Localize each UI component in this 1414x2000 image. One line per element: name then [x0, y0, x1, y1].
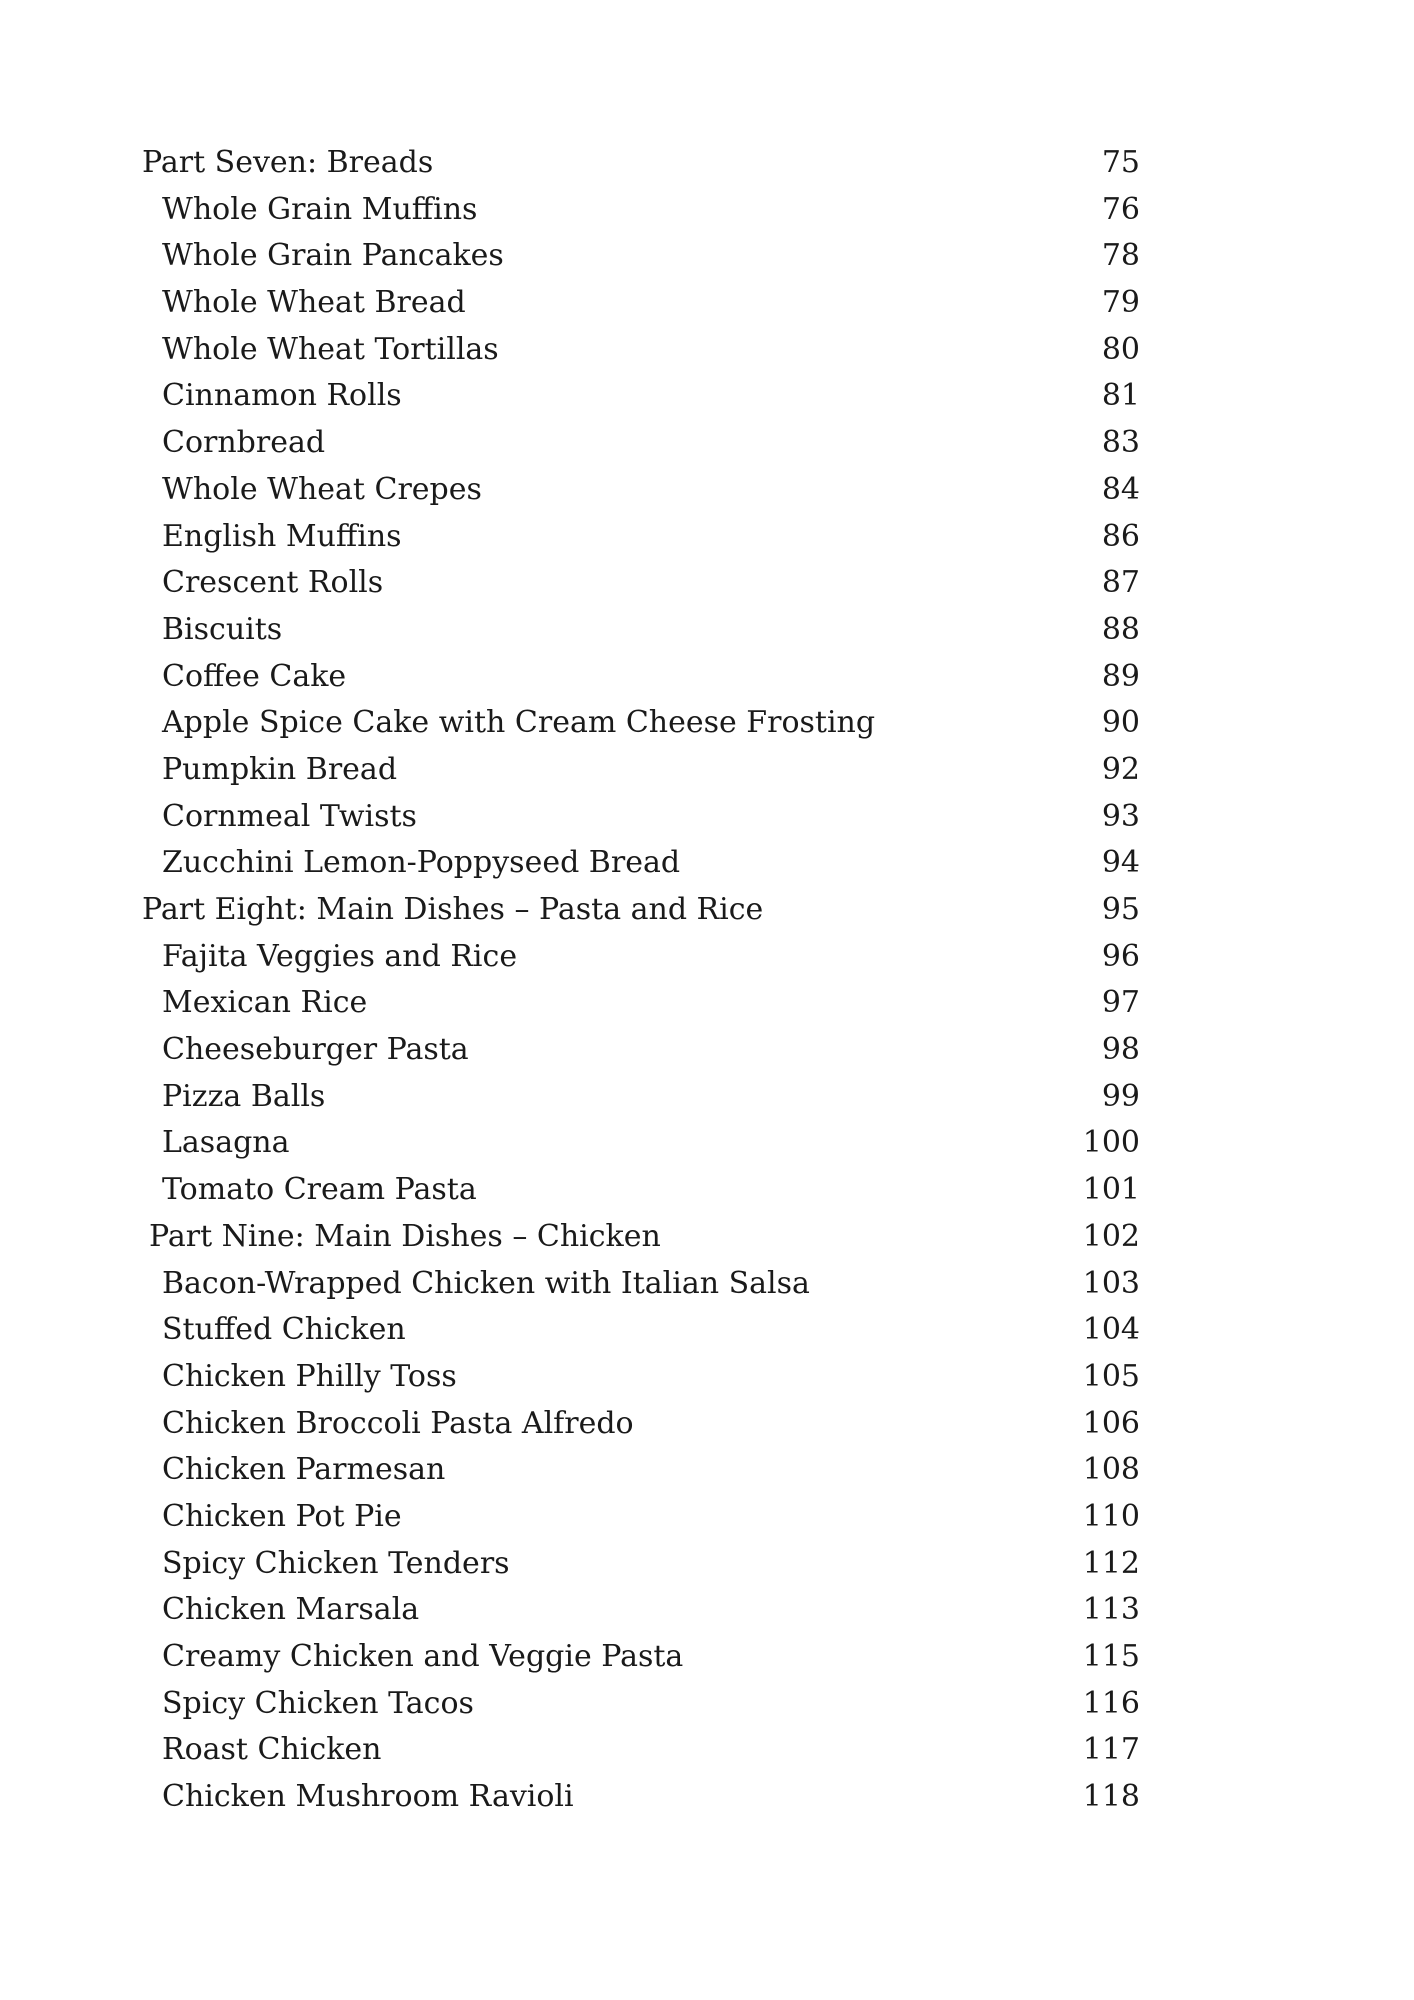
toc-entry[interactable]: [0, 1634, 1414, 1681]
toc-entry-page-number: 86: [1101, 518, 1140, 554]
toc-entry-title: Spicy Chicken Tacos: [162, 1685, 474, 1721]
toc-entry-page-number: 93: [1101, 798, 1140, 834]
toc-entry-page-number: 95: [1101, 892, 1140, 927]
toc-entry-title: Spicy Chicken Tenders: [162, 1545, 510, 1581]
table-of-contents: [0, 140, 1414, 1821]
toc-entry-title: Chicken Mushroom Ravioli: [162, 1779, 574, 1815]
toc-part-heading[interactable]: [0, 1214, 1414, 1261]
toc-entry-page-number: 101: [1082, 1172, 1140, 1208]
toc-entry[interactable]: [0, 654, 1414, 701]
toc-entry[interactable]: [0, 1261, 1414, 1308]
toc-entry[interactable]: [0, 980, 1414, 1027]
toc-entry-page-number: 83: [1101, 425, 1140, 461]
toc-entry-title: Whole Wheat Crepes: [162, 471, 482, 507]
toc-entry[interactable]: [0, 1774, 1414, 1821]
toc-entry-title: Cornbread: [162, 425, 326, 461]
toc-part-heading[interactable]: [0, 140, 1414, 187]
toc-entry-title: Cinnamon Rolls: [162, 378, 402, 414]
toc-entry[interactable]: [0, 560, 1414, 607]
toc-entry[interactable]: [0, 1494, 1414, 1541]
toc-entry[interactable]: [0, 747, 1414, 794]
toc-entry[interactable]: [0, 607, 1414, 654]
toc-entry-title: Lasagna: [162, 1125, 290, 1161]
toc-entry-page-number: 102: [1082, 1218, 1140, 1254]
toc-entry-page-number: 80: [1101, 331, 1140, 367]
toc-entry-page-number: 78: [1101, 238, 1140, 274]
toc-entry-page-number: 76: [1101, 191, 1140, 227]
toc-entry-page-number: 108: [1082, 1452, 1140, 1488]
toc-entry-page-number: 115: [1082, 1639, 1140, 1674]
toc-entry[interactable]: [0, 1354, 1414, 1401]
toc-entry-page-number: 88: [1101, 611, 1140, 647]
toc-entry-title: Whole Wheat Bread: [162, 285, 466, 321]
toc-entry-page-number: 96: [1101, 938, 1140, 974]
toc-entry-title: Pizza Balls: [162, 1078, 326, 1114]
toc-entry-title: Creamy Chicken and Veggie Pasta: [162, 1639, 684, 1674]
toc-entry[interactable]: [0, 373, 1414, 420]
toc-entry[interactable]: [0, 467, 1414, 514]
toc-entry-page-number: 118: [1082, 1779, 1140, 1815]
toc-entry-title: Zucchini Lemon-Poppyseed Bread: [162, 845, 681, 881]
toc-entry[interactable]: [0, 934, 1414, 981]
toc-entry-title: Stuffed Chicken: [162, 1312, 406, 1348]
toc-entry[interactable]: [0, 233, 1414, 280]
toc-entry-page-number: 79: [1101, 285, 1140, 321]
toc-entry-page-number: 87: [1101, 565, 1140, 601]
toc-entry[interactable]: [0, 327, 1414, 374]
toc-entry-title: Crescent Rolls: [162, 565, 384, 601]
toc-entry-title: Chicken Pot Pie: [162, 1498, 402, 1534]
toc-entry[interactable]: [0, 1167, 1414, 1214]
toc-entry-page-number: 116: [1082, 1685, 1140, 1721]
toc-entry-title: Part Seven: Breads: [142, 145, 434, 180]
toc-entry[interactable]: [0, 794, 1414, 841]
toc-entry-title: Chicken Philly Toss: [162, 1358, 457, 1394]
toc-entry-title: English Muffins: [162, 518, 402, 554]
toc-entry-page-number: 103: [1082, 1265, 1140, 1301]
toc-entry-page-number: 81: [1101, 378, 1140, 414]
toc-entry-page-number: 90: [1101, 705, 1140, 741]
toc-entry-title: Biscuits: [162, 611, 283, 647]
toc-entry[interactable]: [0, 420, 1414, 467]
toc-entry-title: Part Eight: Main Dishes – Pasta and Rice: [142, 892, 764, 927]
toc-entry-title: Whole Grain Muffins: [162, 191, 478, 227]
toc-entry-page-number: 106: [1082, 1405, 1140, 1441]
toc-part-heading[interactable]: [0, 887, 1414, 934]
toc-entry-title: Whole Wheat Tortillas: [162, 331, 499, 367]
toc-entry-page-number: 75: [1101, 145, 1140, 180]
toc-entry-page-number: 112: [1082, 1545, 1140, 1581]
toc-entry-title: Chicken Parmesan: [162, 1452, 446, 1488]
toc-entry-title: Fajita Veggies and Rice: [162, 938, 518, 974]
toc-entry-page-number: 92: [1101, 751, 1140, 787]
toc-entry[interactable]: [0, 1587, 1414, 1634]
toc-entry-title: Coffee Cake: [162, 658, 347, 694]
toc-entry[interactable]: [0, 700, 1414, 747]
toc-entry-page-number: 104: [1082, 1312, 1140, 1348]
toc-entry[interactable]: [0, 1541, 1414, 1588]
toc-entry[interactable]: [0, 1120, 1414, 1167]
toc-entry-page-number: 99: [1101, 1078, 1140, 1114]
toc-entry-title: Whole Grain Pancakes: [162, 238, 504, 274]
toc-entry[interactable]: [0, 1027, 1414, 1074]
toc-entry[interactable]: [0, 840, 1414, 887]
toc-entry-title: Chicken Broccoli Pasta Alfredo: [162, 1405, 634, 1441]
toc-entry-title: Pumpkin Bread: [162, 751, 398, 787]
toc-entry-title: Cornmeal Twists: [162, 798, 417, 834]
toc-entry[interactable]: [0, 1401, 1414, 1448]
toc-entry-title: Apple Spice Cake with Cream Cheese Frosting: [162, 705, 876, 741]
toc-entry-title: Mexican Rice: [162, 985, 368, 1021]
toc-entry-page-number: 84: [1101, 471, 1140, 507]
toc-entry-title: Chicken Marsala: [162, 1592, 420, 1628]
toc-entry-page-number: 100: [1082, 1125, 1140, 1161]
toc-entry[interactable]: [0, 1447, 1414, 1494]
toc-entry-title: Bacon-Wrapped Chicken with Italian Salsa: [162, 1265, 810, 1301]
toc-entry-title: Tomato Cream Pasta: [162, 1172, 477, 1208]
toc-entry[interactable]: [0, 280, 1414, 327]
toc-entry-title: Cheeseburger Pasta: [162, 1032, 469, 1068]
toc-entry-page-number: 110: [1082, 1498, 1140, 1534]
toc-entry[interactable]: [0, 1074, 1414, 1121]
toc-entry[interactable]: [0, 1307, 1414, 1354]
toc-entry[interactable]: [0, 187, 1414, 234]
toc-entry-page-number: 97: [1101, 985, 1140, 1021]
toc-entry[interactable]: [0, 1727, 1414, 1774]
toc-entry-page-number: 89: [1101, 658, 1140, 694]
toc-entry-page-number: 105: [1082, 1358, 1140, 1394]
toc-entry-page-number: 94: [1101, 845, 1140, 881]
toc-entry-page-number: 117: [1082, 1732, 1140, 1768]
toc-entry[interactable]: [0, 514, 1414, 561]
toc-entry-page-number: 98: [1101, 1032, 1140, 1068]
toc-entry-page-number: 113: [1082, 1592, 1140, 1628]
toc-entry-title: Part Nine: Main Dishes – Chicken: [149, 1218, 661, 1254]
toc-entry-title: Roast Chicken: [162, 1732, 382, 1768]
toc-entry[interactable]: [0, 1681, 1414, 1728]
